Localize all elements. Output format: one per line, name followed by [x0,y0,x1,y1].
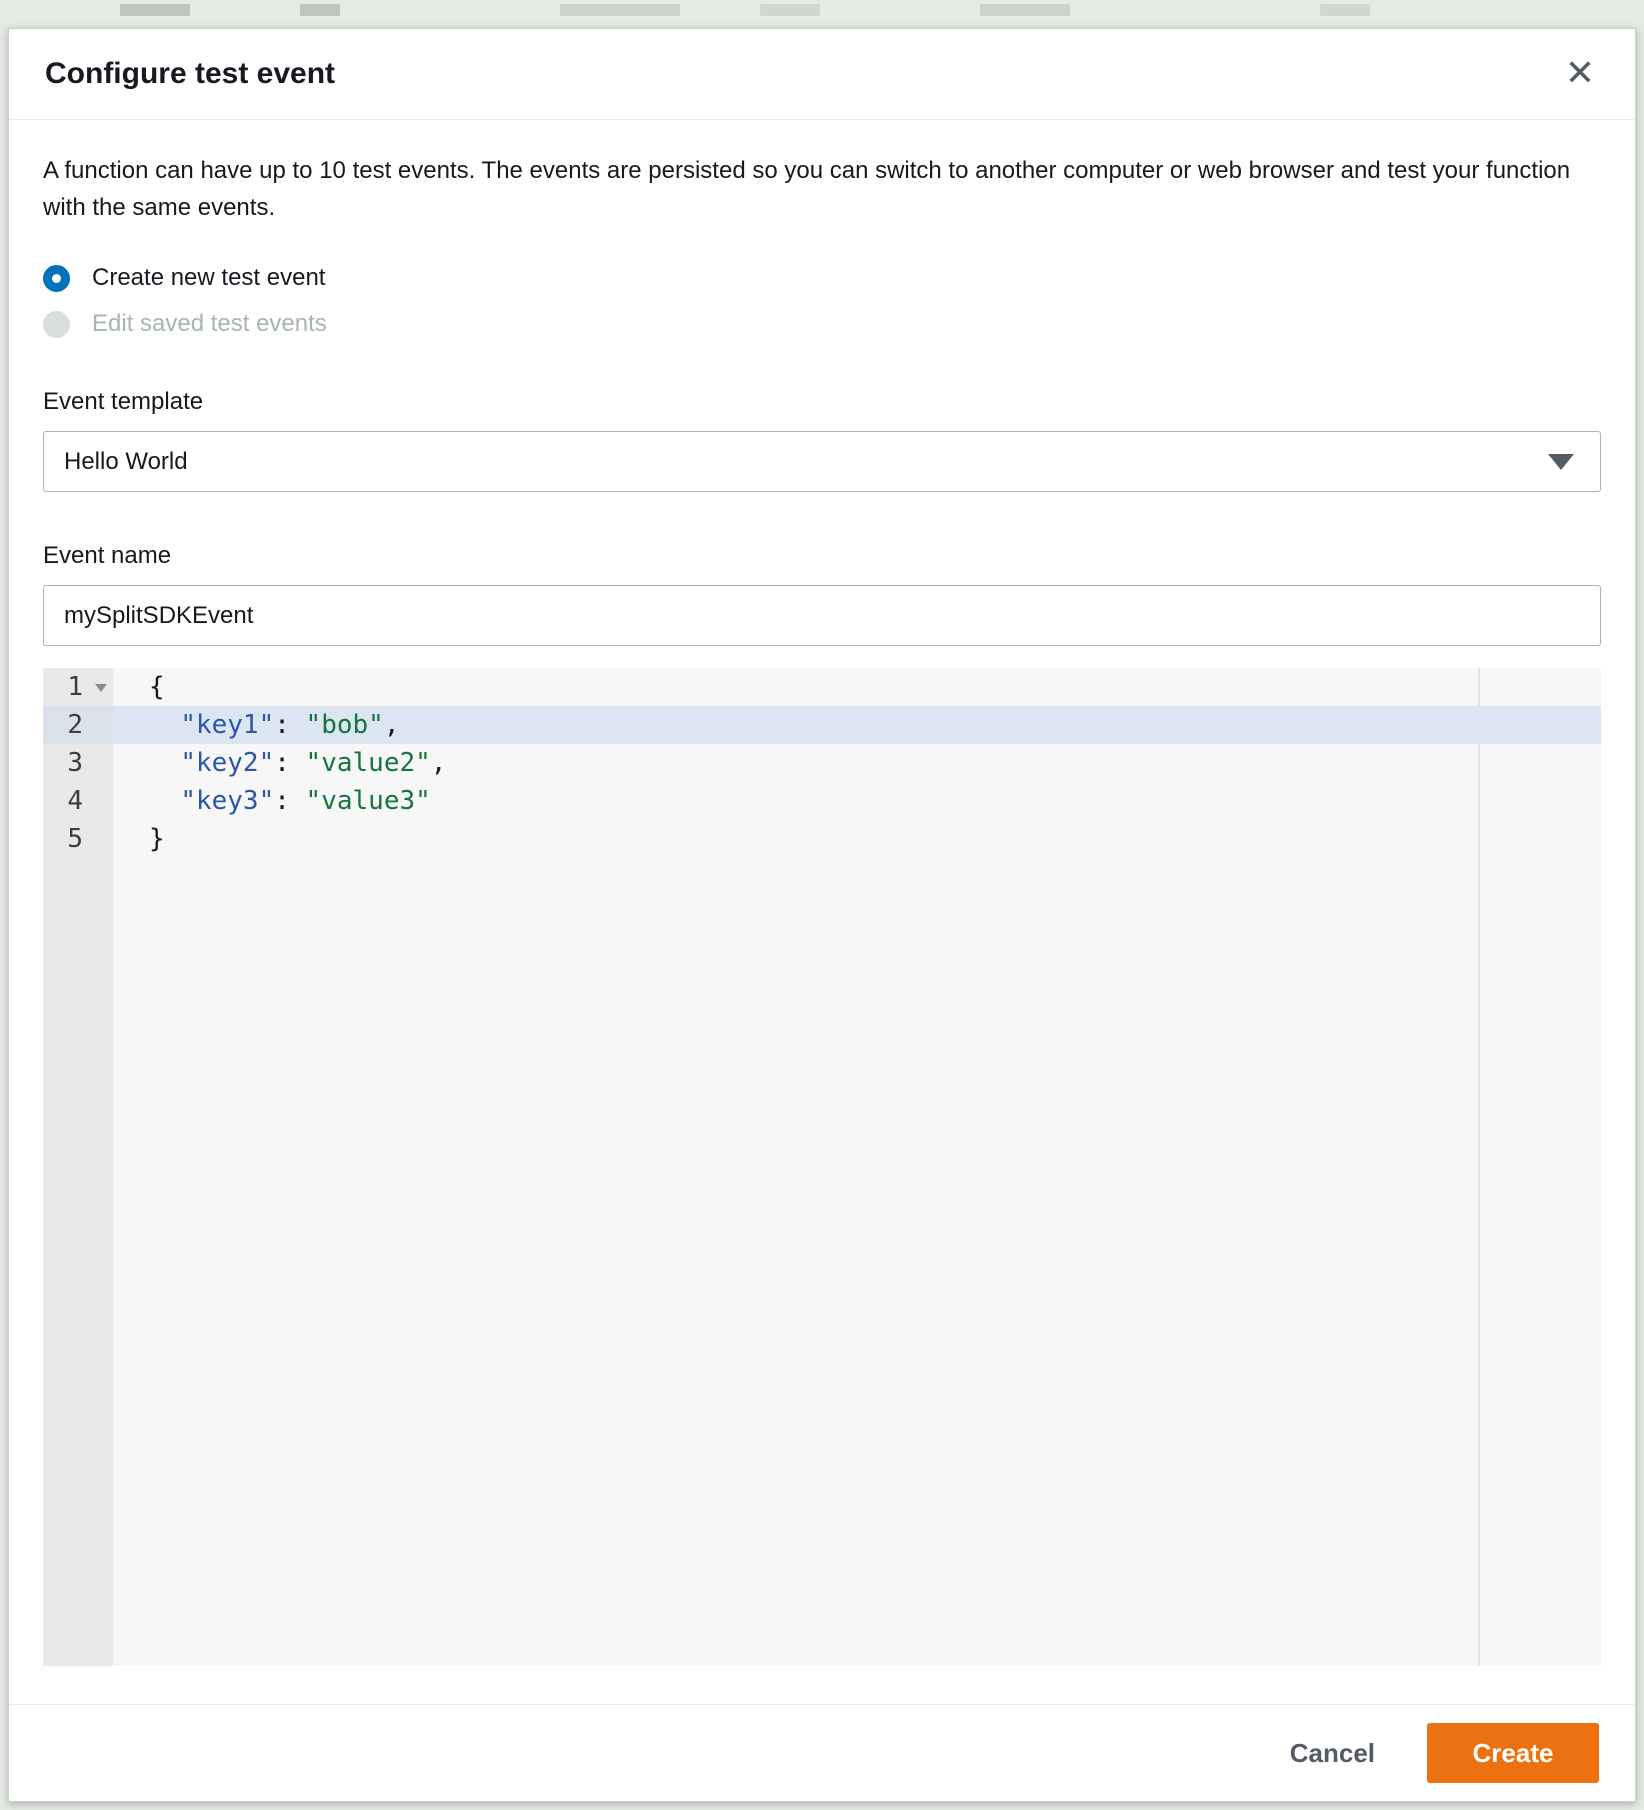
code-text: "key3": "value3" [180,786,431,816]
event-name-input[interactable] [43,585,1601,646]
code-text: "key1": "bob", [113,706,1601,744]
dialog-description: A function can have up to 10 test events. The events are persisted so you can switch to another computer or web browser and test your function with the same events. [43,157,1571,221]
chevron-down-icon [1548,454,1574,470]
event-template-label: Event template [43,388,204,415]
line-number: 5 [67,824,83,854]
code-editor-lines[interactable] [43,668,1601,858]
code-line[interactable] [43,744,1601,782]
cancel-button[interactable]: Cancel [1289,1737,1375,1768]
create-button[interactable]: Create [1427,1723,1599,1783]
dialog-header [9,29,1635,120]
event-template-selected-value: Hello World [64,447,188,475]
dialog-footer [9,1704,1635,1801]
radio-label: Edit saved test events [92,310,327,337]
code-line[interactable] [43,706,1601,744]
code-text: { [149,672,165,702]
code-text: } [149,824,165,854]
radio-disabled-icon [43,311,70,338]
line-number: 2 [43,706,113,744]
event-name-label: Event name [43,542,172,569]
code-line[interactable] [43,668,1601,706]
code-text: "key2": "value2", [180,748,447,778]
line-number: 3 [67,748,83,778]
radio-label: Create new test event [92,264,326,291]
radio-create-new-test-event[interactable] [43,264,1601,292]
dialog-title: Configure test event [45,57,336,90]
json-code-editor[interactable] [43,668,1601,1666]
code-line[interactable] [43,782,1601,820]
event-template-select[interactable] [43,431,1601,492]
fold-arrow-icon[interactable] [95,684,107,692]
line-number: 4 [67,786,83,816]
test-event-mode-radio-group [43,264,1601,338]
configure-test-event-dialog [8,28,1636,1802]
radio-edit-saved-test-events [43,310,1601,338]
code-line[interactable] [43,820,1601,858]
background-page-strip [0,0,1644,28]
close-icon[interactable]: ✕ [1561,52,1599,96]
dialog-body [9,120,1635,1704]
radio-selected-icon[interactable] [43,265,70,292]
line-number: 1 [43,668,113,706]
